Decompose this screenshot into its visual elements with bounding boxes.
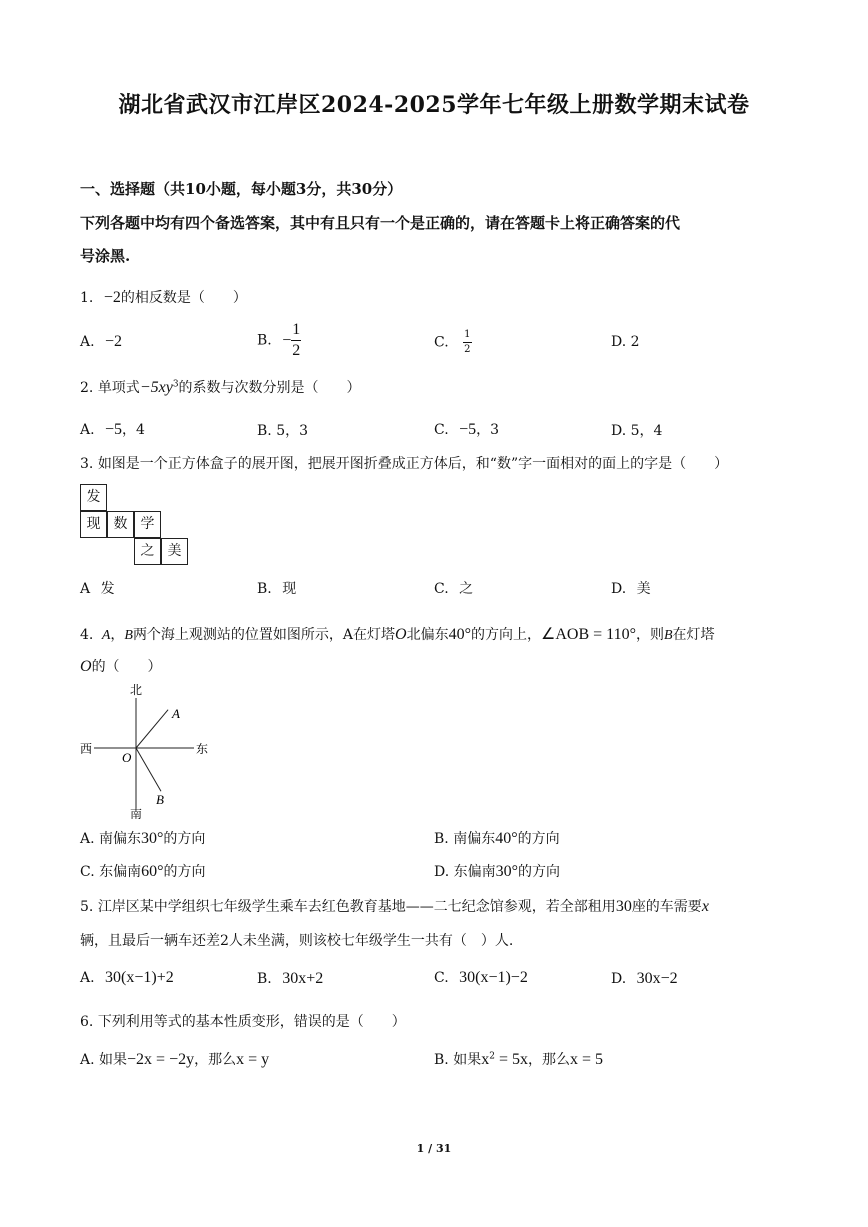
option-d: [611, 578, 651, 598]
question-text: ，: [110, 627, 125, 643]
math-expression: x = 5: [569, 1051, 603, 1068]
net-face: 现: [80, 511, 107, 538]
option-value: −5: [459, 421, 477, 438]
north-label: 北: [130, 683, 143, 697]
option-label: D.: [611, 971, 627, 987]
question-3-stem: [80, 453, 728, 473]
option-b: [257, 970, 323, 988]
option-label: B.: [257, 971, 272, 987]
question-text: ，则: [635, 627, 664, 643]
option-a: [80, 419, 145, 439]
point-a-label: A: [172, 706, 180, 721]
net-face: 学: [134, 511, 161, 538]
angle-value: 60°: [141, 863, 164, 880]
question-number: 3.: [80, 456, 94, 472]
angle-value: 30°: [141, 830, 164, 847]
option-label: A: [80, 581, 91, 597]
option-c: [434, 969, 528, 987]
option-text: 南偏东: [453, 831, 496, 847]
net-face: 发: [80, 484, 107, 511]
option-label: A.: [80, 1052, 95, 1068]
question-text: 如图是一个正方体盒子的展开图，把展开图折叠成正方体后，和“数”字一面相对的面上的字是（ ）: [97, 456, 729, 472]
option-value: 发: [100, 581, 115, 597]
option-value: −2: [105, 333, 123, 350]
option-c: [434, 578, 473, 598]
point-label: B: [663, 628, 673, 643]
option-text: 东偏南: [453, 864, 496, 880]
option-text: 的方向: [163, 831, 206, 847]
question-text: 的方向上，: [471, 627, 542, 643]
question-text: 的系数与次数分别是（ ）: [178, 380, 361, 396]
option-value: 30x−2: [636, 970, 678, 987]
question-text: 江岸区某中学组织七年级学生乘车去红色教育基地——二七纪念馆参观，若全部租用: [97, 899, 616, 915]
question-1-stem: [80, 287, 247, 307]
option-value: 2: [630, 334, 640, 350]
option-label: B.: [257, 332, 272, 349]
option-value: 30(x−1)+2: [105, 969, 174, 986]
math-expression: ∠AOB = 110°: [541, 626, 636, 643]
section-instruction-line2: 号涂黑.: [80, 247, 131, 265]
option-c: [434, 330, 472, 355]
compass-diagram: [76, 680, 216, 820]
option-label: A.: [80, 970, 95, 986]
angle-value: 40°: [495, 830, 518, 847]
option-label: A.: [80, 831, 95, 847]
option-text: 的方向: [163, 864, 206, 880]
cube-net-diagram: [80, 484, 192, 566]
option-label: B.: [434, 1052, 449, 1068]
section-instruction-line1: 下列各题中均有四个备选答案，其中有且只有一个是正确的，请在答题卡上将正确答案的代: [80, 214, 681, 232]
ray-oa: [136, 710, 168, 748]
east-label: 东: [196, 742, 209, 756]
fraction-numerator: 1: [291, 322, 301, 341]
option-b: [434, 828, 560, 848]
option-text: 东偏南: [99, 864, 142, 880]
west-label: 西: [80, 742, 93, 756]
math-expression: −2x = −2y: [127, 1051, 195, 1068]
option-label: B.: [257, 423, 272, 439]
option-d: [434, 861, 560, 881]
math-expression: x = y: [236, 1051, 270, 1068]
net-face: 数: [107, 511, 134, 538]
fraction-numerator: 1: [463, 330, 471, 343]
option-text: 南偏东: [99, 831, 142, 847]
fraction-sign: −: [282, 331, 292, 349]
question-4-stem-line2: [80, 656, 162, 676]
option-value: ，4: [122, 422, 145, 438]
option-label: A.: [80, 422, 95, 438]
option-label: D.: [611, 581, 627, 597]
point-label: O: [80, 658, 92, 675]
option-value: 30x+2: [282, 970, 324, 987]
math-expression: = 5x: [494, 1051, 528, 1068]
option-label: D.: [611, 423, 627, 439]
question-number: 1.: [80, 290, 94, 306]
question-5-stem-line1: [80, 896, 709, 916]
option-value: −5: [105, 421, 123, 438]
net-face: 美: [161, 538, 188, 565]
math-expression: x: [481, 1051, 490, 1068]
option-a: [80, 578, 115, 598]
option-b: [257, 578, 296, 598]
question-text: 单项式: [97, 380, 140, 396]
page-number: 1 / 31: [416, 1142, 452, 1155]
fraction: [291, 322, 301, 359]
point-o-label: O: [122, 750, 132, 765]
option-label: C.: [434, 581, 449, 597]
option-value: ，3: [476, 422, 500, 438]
option-value: 5，3: [276, 423, 309, 439]
fraction-denominator: 2: [292, 342, 301, 359]
option-value: 现: [282, 581, 297, 597]
option-b: [434, 1049, 603, 1069]
question-text: 北偏东: [406, 627, 449, 643]
option-c: [434, 419, 499, 439]
math-expression: −2: [103, 289, 121, 306]
option-value: 30(x−1)−2: [459, 969, 528, 986]
point-label: A: [101, 628, 111, 643]
option-a: [80, 333, 122, 351]
option-d: [611, 420, 662, 440]
option-value: 5，4: [630, 423, 663, 439]
option-text: 的方向: [517, 831, 560, 847]
option-label: D.: [434, 864, 450, 880]
option-text: 如果: [99, 1052, 128, 1068]
question-text: 下列利用等式的基本性质变形，错误的是（ ）: [97, 1014, 406, 1030]
question-number: 5.: [80, 899, 94, 915]
point-label: B: [124, 628, 133, 643]
question-text: 在灯塔: [672, 627, 715, 643]
math-expression: −5xy: [139, 379, 173, 396]
point-b-label: B: [156, 792, 164, 807]
angle-value: 30°: [495, 863, 519, 880]
angle-value: 40°: [448, 626, 472, 643]
question-number: 2.: [80, 380, 94, 396]
option-label: C.: [80, 864, 95, 880]
question-number: 6.: [80, 1014, 94, 1030]
option-label: D.: [611, 334, 627, 350]
option-label: B.: [257, 581, 272, 597]
option-a: [80, 969, 174, 987]
page-title: 湖北省武汉市江岸区2024-2025学年七年级上册数学期末试卷: [118, 92, 750, 118]
option-a: [80, 1049, 269, 1069]
option-text: 的方向: [518, 864, 561, 880]
net-face: 之: [134, 538, 161, 565]
question-number: 4.: [80, 627, 94, 643]
option-label: C.: [434, 422, 449, 438]
question-text: 座的车需要: [631, 899, 702, 915]
option-label: A.: [80, 334, 95, 350]
option-label: B.: [434, 831, 449, 847]
question-6-stem: [80, 1011, 406, 1031]
option-text: 如果: [453, 1052, 482, 1068]
south-label: 南: [130, 807, 143, 820]
exponent: 2: [489, 1051, 495, 1062]
variable: x: [701, 898, 709, 915]
option-c: [80, 861, 206, 881]
option-text: ，那么: [527, 1052, 570, 1068]
option-a: [80, 828, 205, 848]
option-b: [257, 322, 301, 359]
ray-ob: [136, 748, 161, 791]
number-value: 30: [615, 898, 632, 915]
option-value: 之: [459, 581, 474, 597]
point-label: O: [395, 626, 407, 643]
question-text: 的相反数是（ ）: [120, 290, 247, 306]
fraction: [463, 330, 471, 355]
option-label: C.: [434, 970, 449, 986]
option-label: C.: [434, 334, 449, 351]
option-d: [611, 970, 678, 988]
option-value: 美: [636, 581, 651, 597]
fraction-denominator: 2: [464, 344, 471, 355]
option-text: ，那么: [194, 1052, 237, 1068]
question-text: 两个海上观测站的位置如图所示，A在灯塔: [132, 627, 396, 643]
option-d: [611, 334, 640, 350]
exponent: 3: [172, 379, 179, 390]
question-2-stem: [80, 377, 361, 397]
question-4-stem-line1: [80, 624, 715, 644]
question-5-stem-line2: 辆，且最后一辆车还差2人未坐满，则该校七年级学生一共有（ ）人.: [80, 933, 514, 949]
section-heading: 一、选择题（共10小题，每小题3分，共30分）: [80, 180, 403, 198]
question-text: 的（ ）: [91, 659, 162, 675]
option-b: [257, 420, 308, 440]
